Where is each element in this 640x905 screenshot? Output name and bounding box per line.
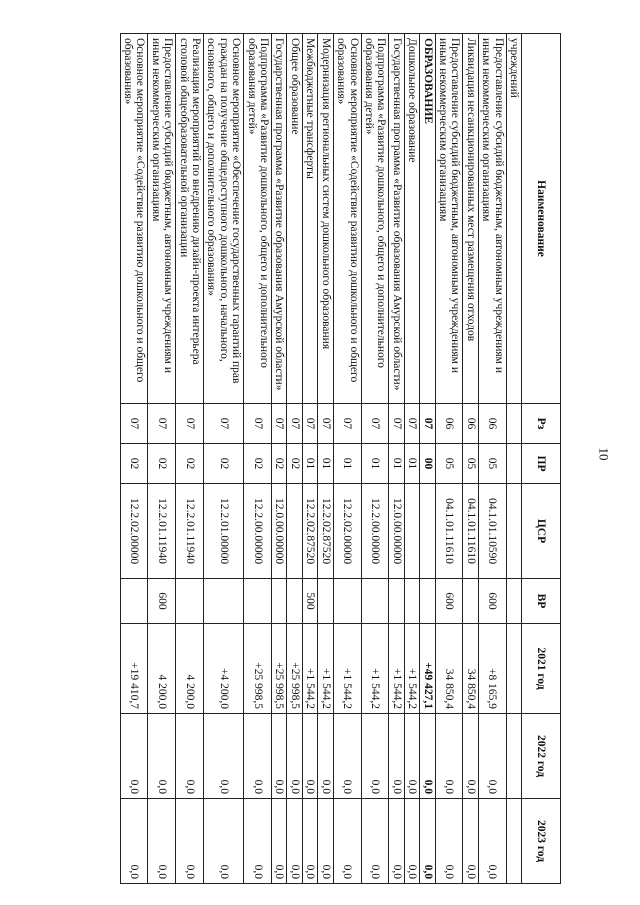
cell-pr: 02 xyxy=(148,444,176,484)
cell-2023: 0,0 xyxy=(302,799,317,884)
header-vr: ВР xyxy=(522,579,561,624)
cell-vr xyxy=(361,579,389,624)
cell-name: Ликвидация несанкционированных мест размещения отходов xyxy=(463,34,478,404)
cell-2021: 34 850,4 xyxy=(463,624,478,714)
table-row xyxy=(333,34,361,884)
cell-2023: 0,0 xyxy=(176,799,204,884)
cell-rz: 07 xyxy=(176,404,204,444)
cell-vr: 500 xyxy=(302,579,317,624)
cell-name: Дошкольное образование xyxy=(404,34,419,404)
cell-csr: 12.2.02.00000 xyxy=(333,484,361,579)
cell-vr xyxy=(120,579,148,624)
cell-2023: 0,0 xyxy=(478,799,506,884)
cell-csr: 12.0.00.00000 xyxy=(389,484,404,579)
cell-csr xyxy=(506,484,521,579)
cell-csr: 12.0.00.00000 xyxy=(272,484,287,579)
cell-2021: +25 998,5 xyxy=(244,624,272,714)
cell-2021: +4 200,0 xyxy=(204,624,244,714)
cell-rz: 07 xyxy=(120,404,148,444)
cell-name: Подпрограмма «Развитие дошкольного, общего и дополнительного образования детей» xyxy=(361,34,389,404)
cell-2022: 0,0 xyxy=(463,714,478,799)
cell-vr xyxy=(244,579,272,624)
cell-name: Реализация мероприятий по внедрению дизайн-проекта интерьера столовой общеобразовательной организации xyxy=(176,34,204,404)
cell-2022: 0,0 xyxy=(404,714,419,799)
header-pr: ПР xyxy=(522,444,561,484)
cell-2022: 0,0 xyxy=(120,714,148,799)
table-body xyxy=(120,34,521,884)
cell-2022 xyxy=(506,714,521,799)
cell-csr: 12.2.01.11940 xyxy=(176,484,204,579)
header-csr: ЦСР xyxy=(522,484,561,579)
cell-rz: 07 xyxy=(420,404,435,444)
table-row xyxy=(478,34,506,884)
table-row xyxy=(389,34,404,884)
table-row xyxy=(287,34,302,884)
cell-rz: 07 xyxy=(287,404,302,444)
cell-name: Основное мероприятие «Обеспечение государственных гарантий прав граждан на получение общедоступного дошкольного, начального, основного, общего и дополнительного образования» xyxy=(204,34,244,404)
table-row xyxy=(148,34,176,884)
header-2022: 2022 год xyxy=(522,714,561,799)
cell-pr: 01 xyxy=(389,444,404,484)
cell-2021: +1 544,2 xyxy=(361,624,389,714)
cell-2022: 0,0 xyxy=(318,714,333,799)
cell-pr: 02 xyxy=(120,444,148,484)
cell-csr: 12.2.01.11940 xyxy=(148,484,176,579)
cell-rz: 06 xyxy=(463,404,478,444)
cell-2023: 0,0 xyxy=(333,799,361,884)
cell-2023: 0,0 xyxy=(435,799,463,884)
cell-name: учреждений xyxy=(506,34,521,404)
cell-name: Основное мероприятие «Содействие развитию дошкольного и общего образования» xyxy=(120,34,148,404)
cell-2022: 0,0 xyxy=(287,714,302,799)
cell-2022: 0,0 xyxy=(176,714,204,799)
cell-vr xyxy=(287,579,302,624)
table-row xyxy=(244,34,272,884)
cell-2021: +8 165,9 xyxy=(478,624,506,714)
cell-csr xyxy=(420,484,435,579)
cell-2022: 0,0 xyxy=(272,714,287,799)
cell-pr: 02 xyxy=(204,444,244,484)
cell-csr: 12.2.00.00000 xyxy=(244,484,272,579)
cell-name: Предоставление субсидий бюджетным, автономным учреждениям и иным некоммерческим организациям xyxy=(148,34,176,404)
cell-pr: 01 xyxy=(302,444,317,484)
cell-2022: 0,0 xyxy=(435,714,463,799)
page-number: 10 xyxy=(596,447,612,461)
rotated-table-container xyxy=(56,33,561,883)
cell-vr xyxy=(318,579,333,624)
cell-pr: 05 xyxy=(478,444,506,484)
table-row xyxy=(361,34,389,884)
cell-pr: 00 xyxy=(420,444,435,484)
cell-2021: +49 427,1 xyxy=(420,624,435,714)
cell-2023: 0,0 xyxy=(463,799,478,884)
cell-pr: 01 xyxy=(333,444,361,484)
cell-2021: +1 544,2 xyxy=(404,624,419,714)
cell-rz: 07 xyxy=(361,404,389,444)
cell-2022: 0,0 xyxy=(420,714,435,799)
cell-rz: 07 xyxy=(318,404,333,444)
cell-vr xyxy=(404,579,419,624)
cell-name: Государственная программа «Развитие образования Амурской области» xyxy=(272,34,287,404)
cell-vr: 600 xyxy=(435,579,463,624)
cell-2023: 0,0 xyxy=(272,799,287,884)
cell-2023: 0,0 xyxy=(244,799,272,884)
cell-2021: +25 998,5 xyxy=(287,624,302,714)
cell-2023: 0,0 xyxy=(287,799,302,884)
cell-2021: +1 544,2 xyxy=(318,624,333,714)
cell-pr: 01 xyxy=(361,444,389,484)
cell-vr xyxy=(420,579,435,624)
cell-2023: 0,0 xyxy=(120,799,148,884)
table-row xyxy=(204,34,244,884)
cell-name: Основное мероприятие «Содействие развитию дошкольного и общего образования» xyxy=(333,34,361,404)
cell-pr: 01 xyxy=(404,444,419,484)
cell-csr: 12.2.01.00000 xyxy=(204,484,244,579)
cell-name: Предоставление субсидий бюджетным, автономным учреждениям и иным некоммерческим организациям xyxy=(478,34,506,404)
cell-name: Подпрограмма «Развитие дошкольного, общего и дополнительного образования детей» xyxy=(244,34,272,404)
cell-csr: 12.2.00.00000 xyxy=(361,484,389,579)
cell-pr: 05 xyxy=(435,444,463,484)
cell-csr: 12.2.02.87520 xyxy=(302,484,317,579)
cell-2021: 4 200,0 xyxy=(176,624,204,714)
cell-name: Государственная программа «Развитие образования Амурской области» xyxy=(389,34,404,404)
cell-vr: 600 xyxy=(148,579,176,624)
cell-vr xyxy=(463,579,478,624)
cell-2023 xyxy=(506,799,521,884)
header-2021: 2021 год xyxy=(522,624,561,714)
cell-csr xyxy=(287,484,302,579)
cell-pr: 01 xyxy=(318,444,333,484)
cell-rz: 07 xyxy=(333,404,361,444)
cell-2023: 0,0 xyxy=(404,799,419,884)
cell-vr xyxy=(389,579,404,624)
cell-rz: 07 xyxy=(272,404,287,444)
cell-vr xyxy=(506,579,521,624)
header-2023: 2023 год xyxy=(522,799,561,884)
cell-rz: 07 xyxy=(389,404,404,444)
cell-pr xyxy=(506,444,521,484)
cell-2022: 0,0 xyxy=(204,714,244,799)
cell-2021: +25 998,5 xyxy=(272,624,287,714)
cell-rz: 07 xyxy=(404,404,419,444)
table-row xyxy=(302,34,317,884)
cell-pr: 05 xyxy=(463,444,478,484)
cell-2022: 0,0 xyxy=(333,714,361,799)
table-row xyxy=(120,34,148,884)
cell-pr: 02 xyxy=(176,444,204,484)
cell-rz: 06 xyxy=(478,404,506,444)
cell-name: Общее образование xyxy=(287,34,302,404)
cell-csr xyxy=(404,484,419,579)
cell-vr xyxy=(176,579,204,624)
cell-2021: +1 544,2 xyxy=(302,624,317,714)
cell-2022: 0,0 xyxy=(148,714,176,799)
cell-vr: 600 xyxy=(478,579,506,624)
cell-csr: 04.1.01.10590 xyxy=(478,484,506,579)
cell-2021: 4 200,0 xyxy=(148,624,176,714)
cell-csr: 04.1.01.11610 xyxy=(435,484,463,579)
cell-vr xyxy=(204,579,244,624)
cell-2022: 0,0 xyxy=(361,714,389,799)
cell-2023: 0,0 xyxy=(204,799,244,884)
cell-rz: 06 xyxy=(435,404,463,444)
cell-vr xyxy=(333,579,361,624)
table-row xyxy=(318,34,333,884)
cell-csr: 12.2.02.87520 xyxy=(318,484,333,579)
cell-csr: 04.1.01.11610 xyxy=(463,484,478,579)
cell-2022: 0,0 xyxy=(244,714,272,799)
header-name: Наименование xyxy=(522,34,561,404)
cell-2021: 34 850,4 xyxy=(435,624,463,714)
cell-pr: 02 xyxy=(244,444,272,484)
cell-name: ОБРАЗОВАНИЕ xyxy=(420,34,435,404)
table-row xyxy=(272,34,287,884)
budget-table xyxy=(120,33,561,884)
cell-pr: 02 xyxy=(272,444,287,484)
cell-2021: +1 544,2 xyxy=(333,624,361,714)
cell-name: Межбюджетные трансферты xyxy=(302,34,317,404)
table-row xyxy=(404,34,419,884)
cell-name: Модернизация региональных систем дошкольного образования xyxy=(318,34,333,404)
cell-2021 xyxy=(506,624,521,714)
cell-rz xyxy=(506,404,521,444)
cell-2021: +19 410,7 xyxy=(120,624,148,714)
cell-rz: 07 xyxy=(244,404,272,444)
cell-2022: 0,0 xyxy=(478,714,506,799)
cell-2023: 0,0 xyxy=(389,799,404,884)
cell-rz: 07 xyxy=(148,404,176,444)
table-row xyxy=(176,34,204,884)
cell-rz: 07 xyxy=(302,404,317,444)
cell-2023: 0,0 xyxy=(361,799,389,884)
cell-name: Предоставление субсидий бюджетным, автономным учреждениям и иным некоммерческим организациям xyxy=(435,34,463,404)
cell-vr xyxy=(272,579,287,624)
cell-2023: 0,0 xyxy=(318,799,333,884)
table-row xyxy=(463,34,478,884)
cell-2022: 0,0 xyxy=(389,714,404,799)
header-rz: Рз xyxy=(522,404,561,444)
cell-rz: 07 xyxy=(204,404,244,444)
cell-2022: 0,0 xyxy=(302,714,317,799)
cell-2023: 0,0 xyxy=(420,799,435,884)
cell-pr: 02 xyxy=(287,444,302,484)
table-row xyxy=(435,34,463,884)
table-row xyxy=(420,34,435,884)
table-row xyxy=(506,34,521,884)
cell-2021: +1 544,2 xyxy=(389,624,404,714)
cell-csr: 12.2.02.00000 xyxy=(120,484,148,579)
table-header-row xyxy=(522,34,561,884)
cell-2023: 0,0 xyxy=(148,799,176,884)
